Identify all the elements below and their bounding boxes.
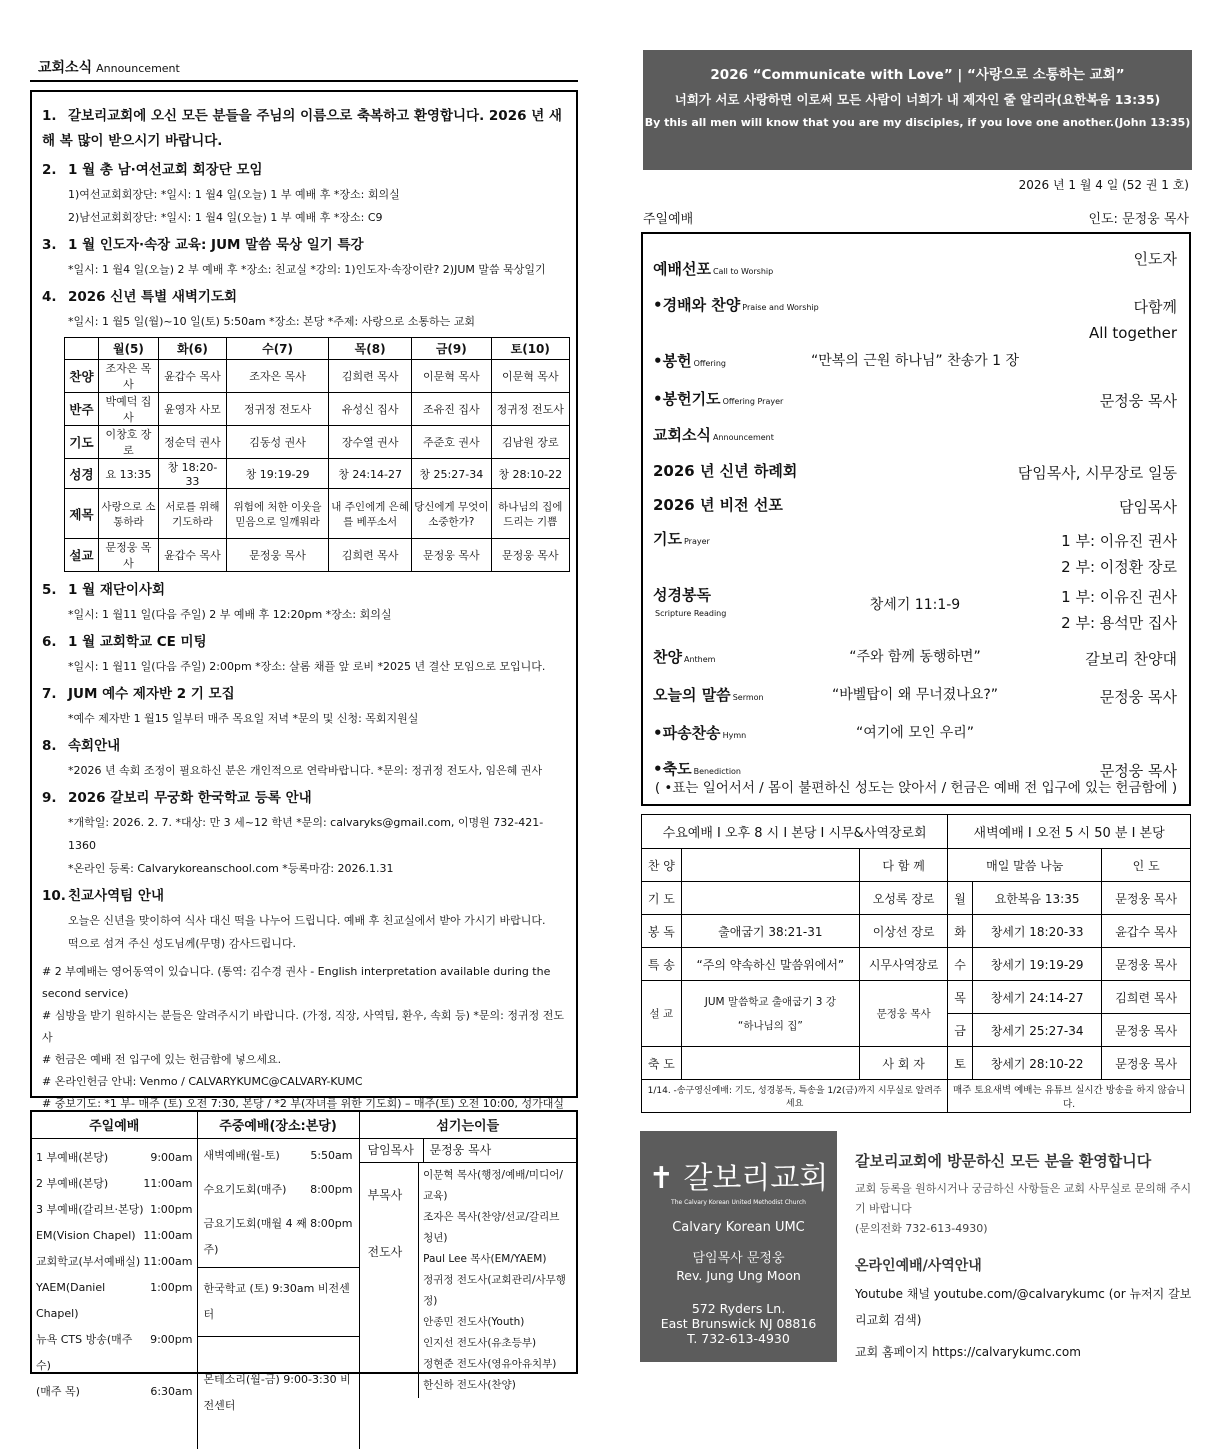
item-number: 7.	[42, 686, 57, 702]
wed-note: 1/14. -송구영신예배: 기도, 성경봉독, 특송을 1/2(금)까지 시무실로 알려주세요	[642, 1080, 948, 1113]
order-detail: 창세기 11:1-9	[869, 597, 961, 613]
item-title: 2026 갈보리 무궁화 한국학교 등록 안내	[68, 790, 312, 806]
wed-leader: 사 회 자	[860, 1047, 948, 1080]
row-label: 기도	[65, 426, 99, 459]
item-line: 1)여선교회회장단: *일시: 1 월4 일(오늘) 1 부 예배 후 *장소: 회의실	[68, 188, 400, 201]
table-cell: 내 주인에게 은혜를 베푸소서	[329, 489, 412, 539]
item-heading	[42, 158, 566, 183]
order-leader: 다함께 All together	[1089, 298, 1177, 342]
theme-header: 2026 “Communicate with Love” | “사랑으로 소통하는 교회” 너희가 서로 사랑하면 이로써 모든 사람이 너희가 내 제자인 줄 알리라(요한복음 13:35) By this all men will know that you are my disciples, if you love one another.(John 13:35)	[643, 50, 1192, 170]
day-header: 화(6)	[158, 338, 226, 360]
order-title-en: Prayer	[683, 537, 710, 546]
weekday-service	[198, 1207, 359, 1267]
service-name: 2 부예배(본당)	[36, 1176, 109, 1190]
dawn-leader: 문정웅 목사	[1102, 1047, 1191, 1080]
item-heading	[42, 786, 566, 811]
announcement-item	[42, 233, 566, 281]
wed-label: 설 교	[642, 981, 682, 1047]
order-title: •경배와 찬양	[653, 296, 741, 314]
service-name: 수요기도회(매주)	[203, 1182, 287, 1196]
service-times	[30, 1110, 578, 1412]
dawn-passage: 창세기 25:27-34	[972, 1014, 1101, 1047]
service-name: EM(Vision Chapel)	[36, 1228, 136, 1242]
staff-member: 정귀정 전도사(교회관리/사무행정)	[423, 1273, 566, 1307]
order-title: 성경봉독	[653, 586, 711, 604]
item-number: 3.	[42, 237, 57, 253]
item-line: 오늘은 신년을 맞이하여 식사 대신 떡을 나누어 드립니다. 예배 후 친교실에서 받아 가시기 바랍니다.	[68, 914, 546, 927]
item-title: 속회안내	[68, 738, 121, 754]
announcement-item	[42, 158, 566, 229]
service-name: 한국학교 (토) 9:30am 비전센터	[203, 1281, 350, 1321]
row-label: 제목	[65, 489, 99, 539]
dawn-day: 목	[948, 981, 973, 1014]
weekday-service	[198, 1267, 359, 1336]
service-time: 1:00pm	[150, 1280, 193, 1294]
dawn-leader: 문정웅 목사	[1102, 948, 1191, 981]
table-cell: 문정웅 목사	[226, 539, 328, 572]
table-cell: 김동성 권사	[226, 426, 328, 459]
order-item	[653, 384, 1177, 420]
service-time: 9:00pm	[150, 1332, 193, 1346]
service-name: 뉴욕 CTS 방송(매주 수)	[36, 1332, 133, 1372]
table-cell: 윤갑수 목사	[158, 360, 226, 393]
table-row	[65, 393, 570, 426]
order-name	[653, 388, 783, 409]
day-header: 수(7)	[226, 338, 328, 360]
table-cell: 이문혁 목사	[412, 360, 491, 393]
table-cell: 유성신 집사	[329, 393, 412, 426]
table-row	[642, 849, 1191, 882]
order-title-en: Call to Worship	[712, 267, 774, 276]
staff-member: 정현준 전도사(영유아유치부)	[423, 1357, 557, 1370]
item-line: *일시: 1 월5 일(월)~10 일(토) 5:50am *장소: 본당 *주제: 사랑으로 소통하는 교회	[68, 315, 476, 328]
wed-leader: 이상선 장로	[860, 915, 948, 948]
day-header: 월(5)	[99, 338, 159, 360]
announcement-item	[42, 578, 566, 626]
table-cell: 창 28:10-22	[491, 459, 569, 489]
item-heading	[42, 104, 566, 154]
wed-label: 특 송	[642, 948, 682, 981]
order-title-en: Offering	[693, 359, 726, 368]
item-number: 9.	[42, 790, 57, 806]
weekday-service	[198, 1336, 359, 1449]
note-line: # 헌금은 예배 전 입구에 있는 헌금함에 넣으세요.	[42, 1053, 282, 1066]
item-number: 10.	[42, 888, 66, 904]
table-cell: 주준호 권사	[412, 426, 491, 459]
order-item	[653, 242, 1177, 290]
wed-detail: 출애굽기 38:21-31	[681, 915, 859, 948]
wed-detail	[681, 882, 859, 915]
order-item	[653, 642, 1177, 680]
item-number: 5.	[42, 582, 57, 598]
staff-member: 이문혁 목사(행정/예배/미디어/교육)	[423, 1168, 563, 1202]
dawn-header: 인 도	[1102, 849, 1191, 882]
item-line: *일시: 1 월11 일(다음 주일) 2 부 예배 후 12:20pm *장소: 회의실	[68, 608, 392, 621]
service-time: 1:00pm	[150, 1202, 193, 1216]
item-line: *온라인 등록: Calvarykoreanschool.com *등록마감: 2026.1.31	[68, 862, 394, 875]
dawn-title: 새벽예배 I 오전 5 시 50 분 I 본당	[948, 815, 1191, 849]
order-item	[653, 580, 1177, 642]
row-label: 성경	[65, 459, 99, 489]
worship-leader: 인도: 문정웅 목사	[1088, 212, 1189, 227]
sunday-service	[36, 1171, 193, 1197]
table-cell: 창 18:20-33	[158, 459, 226, 489]
notes	[42, 961, 566, 1115]
order-title: •봉헌기도	[653, 390, 721, 408]
weekday-worship	[641, 814, 1191, 1124]
table-cell: 조자은 목사	[226, 360, 328, 393]
table-row	[642, 948, 1191, 981]
order-title: 기도	[653, 530, 682, 548]
table-cell: 창 25:27-34	[412, 459, 491, 489]
order-leader: 1 부: 이유진 권사 2 부: 이정환 장로	[1061, 532, 1177, 576]
table-row	[642, 915, 1191, 948]
wed-detail: “주의 약속하신 말씀위에서”	[681, 948, 859, 981]
service-name: 몬테소리(월-금) 9:00-3:30 비전센터	[203, 1372, 351, 1412]
dawn-note: 매주 토요새벽 예배는 유튜브 실시간 방송을 하지 않습니다.	[948, 1080, 1191, 1113]
order-title-en: Sermon	[732, 693, 764, 702]
table-cell: 정귀정 전도사	[491, 393, 569, 426]
order-name	[653, 294, 819, 315]
item-title: 1 월 재단이사회	[68, 582, 166, 598]
table-cell: 정순덕 권사	[158, 426, 226, 459]
announcement-item	[42, 104, 566, 154]
order-title-en: Announcement	[712, 433, 774, 442]
staff-member: 안종민 전도사(Youth)	[423, 1315, 525, 1328]
table-cell: 이문혁 목사	[491, 360, 569, 393]
item-number: 6.	[42, 634, 57, 650]
dawn-day: 화	[948, 915, 973, 948]
dawn-prayer-table	[64, 337, 570, 572]
youtube-link[interactable]: Youtube 채널 youtube.com/@calvarykumc (or 뉴저지 갈보리교회 검색)	[855, 1287, 1192, 1327]
service-time: 11:00am	[143, 1176, 193, 1190]
order-title: •축도	[653, 760, 692, 778]
order-name	[653, 460, 799, 481]
order-detail: “바벨탑이 왜 무너졌나요?”	[831, 687, 999, 703]
order-detail: “주와 함께 동행하면”	[849, 649, 981, 665]
sunday-service	[36, 1197, 193, 1223]
service-name: 3 부예배(갈리브·본당)	[36, 1202, 144, 1216]
table-row	[642, 1047, 1191, 1080]
section-title: 교회소식 Announcement	[38, 60, 180, 76]
order-item	[653, 524, 1177, 580]
item-title: 1 월 총 남·여선교회 회장단 모임	[68, 162, 263, 178]
dawn-passage: 창세기 19:19-29	[972, 948, 1101, 981]
item-line: *일시: 1 월11 일(다음 주일) 2:00pm *장소: 살롬 채플 앞 로비 *2025 년 결산 모임으로 모입니다.	[68, 660, 546, 673]
item-heading	[42, 285, 566, 310]
order-item	[653, 420, 1177, 456]
dawn-day: 월	[948, 882, 973, 915]
service-time: 11:00am	[143, 1228, 193, 1242]
item-heading	[42, 734, 566, 759]
website-link[interactable]: 교회 홈페이지 https://calvarykumc.com	[855, 1345, 1081, 1359]
order-name	[653, 424, 774, 445]
wed-detail: JUM 말씀학교 출애굽기 3 강 “하나님의 집”	[681, 981, 859, 1047]
order-title-en: Praise and Worship	[742, 303, 819, 312]
table-cell: 윤갑수 목사	[158, 539, 226, 572]
table-cell: 윤영자 사모	[158, 393, 226, 426]
table-row	[65, 360, 570, 393]
service-name: 새벽예배(월-토)	[203, 1148, 280, 1162]
order-leader: 담임목사	[1119, 498, 1177, 516]
order-title-en: Benediction	[693, 767, 742, 776]
welcome-info: 갈보리교회에 방문하신 모든 분을 환영합니다 교회 등록을 원하시거나 궁금하신 사항들은 교회 사무실로 문의해 주시기 바랍니다 (문의전화 732-613-4930) 온라인예배/사역안내 Youtube 채널 youtube.com/@calvarykumc (or 뉴저지 갈보리교회 검색) 교회 홈페이지 https://calvarykumc.com	[855, 1150, 1195, 1365]
church-logo: ✝ 갈보리교회	[648, 1161, 829, 1196]
sunday-header: 주일예배	[32, 1112, 197, 1138]
note-line: # 중보기도: *1 부- 매주 (토) 오전 7:30, 본당 / *2 부(자녀를 위한 기도회) – 매주(토) 오전 10:00, 성가대실	[42, 1097, 564, 1110]
service-name: 1 부예배(본당)	[36, 1150, 109, 1164]
wed-label: 축 도	[642, 1047, 682, 1080]
table-cell: 정귀정 전도사	[226, 393, 328, 426]
divider	[30, 80, 578, 82]
table-row	[65, 539, 570, 572]
item-line: *예수 제자반 1 월15 일부터 매주 목요일 저녁 *문의 및 신청: 목회지원실	[68, 712, 419, 725]
table-row	[65, 459, 570, 489]
table-cell: 김희련 목사	[329, 539, 412, 572]
service-time: 8:00pm	[310, 1216, 353, 1230]
order-leader: 인도자	[1133, 250, 1177, 268]
weekday-service	[198, 1139, 359, 1173]
sunday-service	[36, 1327, 193, 1379]
item-line: 2)남선교회회장단: *일시: 1 월4 일(오늘) 1 부 예배 후 *장소: C9	[68, 211, 383, 224]
order-name	[653, 258, 773, 279]
staff-list: 담임목사 문정웅 목사 부목사 전도사 이문혁 목사(행정/예배/미디어/교육) 조자은 목사(찬양/선교/갈리브 청년) Paul Lee 목사(EM/YAEM) 정귀정 전도사(교회관리/사무행정) 안종민 전도사(Youth) 인지선 전도사(유초등부) 정현준 전도사(영유아유치부) 한신하 전도사(찬양)	[359, 1138, 576, 1449]
service-time: 8:00pm	[310, 1182, 353, 1196]
note-line: # 심방을 받기 원하시는 분들은 알려주시기 바랍니다. (가정, 직장, 사역팀, 환우, 속회 등) *문의: 정귀정 전도사	[42, 1009, 564, 1044]
service-time: 6:30am	[150, 1384, 193, 1398]
order-item	[653, 718, 1177, 754]
announcement-item	[42, 630, 566, 678]
table-cell: 이창호 장로	[99, 426, 159, 459]
sunday-list	[32, 1138, 197, 1449]
item-line: *2026 년 속회 조정이 필요하신 분은 개인적으로 연락바랍니다. *문의: 정귀정 전도사, 임은혜 권사	[68, 764, 543, 777]
issue-date: 2026 년 1 월 4 일 (52 권 1 호)	[1018, 178, 1189, 192]
dawn-passage: 창세기 18:20-33	[972, 915, 1101, 948]
order-leader: 문정웅 목사	[1099, 392, 1177, 410]
table-cell: 조자은 목사	[99, 360, 159, 393]
order-title: 오늘의 말씀	[653, 686, 731, 704]
wed-label: 봉 독	[642, 915, 682, 948]
order-of-worship	[641, 232, 1191, 806]
table-row	[642, 882, 1191, 915]
announcement-item	[42, 285, 566, 333]
day-header: 금(9)	[412, 338, 491, 360]
note-line: # 온라인헌금 안내: Venmo / CALVARYKUMC@CALVARY-KUMC	[42, 1075, 363, 1088]
order-leader: 갈보리 찬양대	[1085, 650, 1177, 668]
dawn-passage: 창세기 28:10-22	[972, 1047, 1101, 1080]
order-title: •봉헌	[653, 352, 692, 370]
table-cell: 당신에게 무엇이 소중한가?	[412, 489, 491, 539]
wed-leader: 시무사역장로	[860, 948, 948, 981]
order-item	[653, 290, 1177, 346]
item-line: *일시: 1 월4 일(오늘) 2 부 예배 후 *장소: 친교실 *강의: 1)인도자·속장이란? 2)JUM 말씀 묵상일기	[68, 263, 546, 276]
row-label: 설교	[65, 539, 99, 572]
order-title: 교회소식	[653, 426, 711, 444]
wed-title: 수요예배 I 오후 8 시 I 본당 I 시무&사역장로회	[642, 815, 948, 849]
order-leader: 1 부: 이유진 권사 2 부: 용석만 집사	[1061, 588, 1177, 632]
order-name	[653, 528, 710, 549]
table-row	[642, 981, 1191, 1014]
order-item	[653, 456, 1177, 490]
order-footnote: ( •표는 일어서서 / 몸이 불편하신 성도는 앉아서 / 헌금은 예배 전 입구에 있는 헌금함에 )	[654, 780, 1178, 796]
order-leader: 담임목사, 시무장로 일동	[1017, 464, 1177, 482]
order-detail: “여기에 모인 우리”	[855, 725, 975, 741]
dawn-day: 수	[948, 948, 973, 981]
item-heading	[42, 682, 566, 707]
item-title: 갈보리교회에 오신 모든 분들을 주님의 이름으로 축복하고 환영합니다. 2026 년 새해 복 많이 받으시기 바랍니다.	[42, 108, 562, 149]
order-title: 2026 년 신년 하례회	[653, 462, 798, 480]
wed-leader: 문정웅 목사	[860, 981, 948, 1047]
staff-member: 한신하 전도사(찬양)	[423, 1378, 516, 1391]
table-cell: 조유진 집사	[412, 393, 491, 426]
table-cell: 박예덕 집사	[99, 393, 159, 426]
table-row	[65, 489, 570, 539]
sunday-service	[36, 1223, 193, 1249]
item-heading	[42, 884, 566, 909]
staff-member: 조자은 목사(찬양/선교/갈리브 청년)	[423, 1210, 560, 1244]
wed-label: 기 도	[642, 882, 682, 915]
sunday-service	[36, 1379, 193, 1405]
announcement-item	[42, 682, 566, 730]
row-label: 찬양	[65, 360, 99, 393]
order-title: 2026 년 비전 선포	[653, 496, 783, 514]
table-cell: 장수열 권사	[329, 426, 412, 459]
day-header: 목(8)	[329, 338, 412, 360]
item-title: JUM 예수 제자반 2 기 모집	[68, 686, 235, 702]
dawn-leader: 문정웅 목사	[1102, 882, 1191, 915]
order-item	[653, 490, 1177, 524]
worship-label: 주일예배	[643, 212, 694, 227]
table-cell: 서로를 위해 기도하라	[158, 489, 226, 539]
order-item	[653, 346, 1177, 384]
order-title-en: Scripture Reading	[655, 609, 727, 618]
table-cell: 창 24:14-27	[329, 459, 412, 489]
announcement-item	[42, 786, 566, 880]
service-name: 교회학교(부서예배실)	[36, 1254, 141, 1268]
order-title: 예배선포	[653, 260, 711, 278]
dawn-passage: 요한복음 13:35	[972, 882, 1101, 915]
weekday-header: 주중예배(장소:본당)	[197, 1112, 359, 1138]
table-cell: 문정웅 목사	[491, 539, 569, 572]
table-cell: 문정웅 목사	[412, 539, 491, 572]
table-cell: 요 13:35	[99, 459, 159, 489]
note-line: # 2 부예배는 영어동역이 있습니다. (통역: 김수경 권사 - English interpretation available during the second service)	[42, 965, 551, 1000]
item-number: 4.	[42, 289, 57, 305]
table-row	[65, 426, 570, 459]
order-detail: “만복의 근원 하나님” 찬송가 1 장	[811, 353, 1019, 369]
sunday-service	[36, 1249, 193, 1275]
order-title-en: Offering Prayer	[722, 397, 784, 406]
item-title: 2026 신년 특별 새벽기도회	[68, 289, 238, 305]
staff-member: Paul Lee 목사(EM/YAEM)	[423, 1252, 547, 1265]
item-number: 1.	[42, 108, 57, 124]
table-cell: 김남원 장로	[491, 426, 569, 459]
sunday-service	[36, 1145, 193, 1171]
announcement-box	[30, 90, 578, 1110]
order-title: •파송찬송	[653, 724, 721, 742]
wed-leader: 다 함 께	[860, 849, 948, 882]
dawn-header: 매일 말씀 나눔	[948, 849, 1102, 882]
item-line: 떡으로 섬겨 주신 성도님께(무명) 감사드립니다.	[68, 937, 296, 950]
table-cell: 하나님의 집에 드리는 기쁨	[491, 489, 569, 539]
table-cell: 위험에 처한 이웃을 믿음으로 일깨워라	[226, 489, 328, 539]
item-number: 2.	[42, 162, 57, 178]
item-heading	[42, 630, 566, 655]
service-name: 금요기도회(매월 4 째 주)	[203, 1216, 307, 1256]
dawn-passage: 창세기 24:14-27	[972, 981, 1101, 1014]
row-label: 반주	[65, 393, 99, 426]
item-number: 8.	[42, 738, 57, 754]
wed-detail	[681, 849, 859, 882]
item-heading	[42, 578, 566, 603]
service-name: YAEM(Daniel Chapel)	[36, 1280, 106, 1320]
table-cell: 창 19:19-29	[226, 459, 328, 489]
wed-leader: 오성록 장로	[860, 882, 948, 915]
day-header: 토(10)	[491, 338, 569, 360]
church-logo-panel: ✝ 갈보리교회 The Calvary Korean United Methodist Church Calvary Korean UMC 담임목사 문정웅 Rev. Jung Ung Moon 572 Ryders Ln. East Brunswick NJ 08816 T. 732-613-4930	[640, 1131, 837, 1362]
service-time: 9:00am	[150, 1150, 193, 1164]
service-time: 5:50am	[310, 1148, 353, 1162]
item-line: *개학일: 2026. 2. 7. *대상: 만 3 세~12 학년 *문의: calvaryks@gmail.com, 이명원 732-421-1360	[68, 816, 544, 852]
order-leader: 문정웅 목사	[1099, 762, 1177, 780]
item-title: 1 월 인도자·속장 교육: JUM 말씀 묵상 일기 특강	[68, 237, 364, 253]
wed-label: 찬 양	[642, 849, 682, 882]
dawn-leader: 김희련 목사	[1102, 981, 1191, 1014]
dawn-day: 금	[948, 1014, 973, 1047]
weekday-service	[198, 1173, 359, 1207]
announcement-item	[42, 884, 566, 955]
dawn-day: 토	[948, 1047, 973, 1080]
staff-header: 섬기는이들	[359, 1112, 576, 1138]
item-title: 친교사역팀 안내	[68, 888, 164, 904]
staff-member: 인지선 전도사(유초등부)	[423, 1336, 537, 1349]
table-cell: 문정웅 목사	[99, 539, 159, 572]
order-leader: 문정웅 목사	[1099, 688, 1177, 706]
order-name	[653, 494, 785, 515]
wed-detail	[681, 1047, 859, 1080]
service-time: 11:00am	[143, 1254, 193, 1268]
order-title: 찬양	[653, 648, 682, 666]
item-heading	[42, 233, 566, 258]
table-cell: 사랑으로 소통하라	[99, 489, 159, 539]
announcement-item	[42, 734, 566, 782]
sunday-service	[36, 1275, 193, 1327]
dawn-leader: 문정웅 목사	[1102, 1014, 1191, 1047]
service-name: (매주 목)	[36, 1384, 80, 1398]
order-title-en: Anthem	[683, 655, 716, 664]
dawn-leader: 윤갑수 목사	[1102, 915, 1191, 948]
item-title: 1 월 교회학교 CE 미팅	[68, 634, 207, 650]
table-cell: 김희련 목사	[329, 360, 412, 393]
weekday-list	[197, 1138, 359, 1449]
order-title-en: Hymn	[722, 731, 747, 740]
order-item	[653, 680, 1177, 718]
